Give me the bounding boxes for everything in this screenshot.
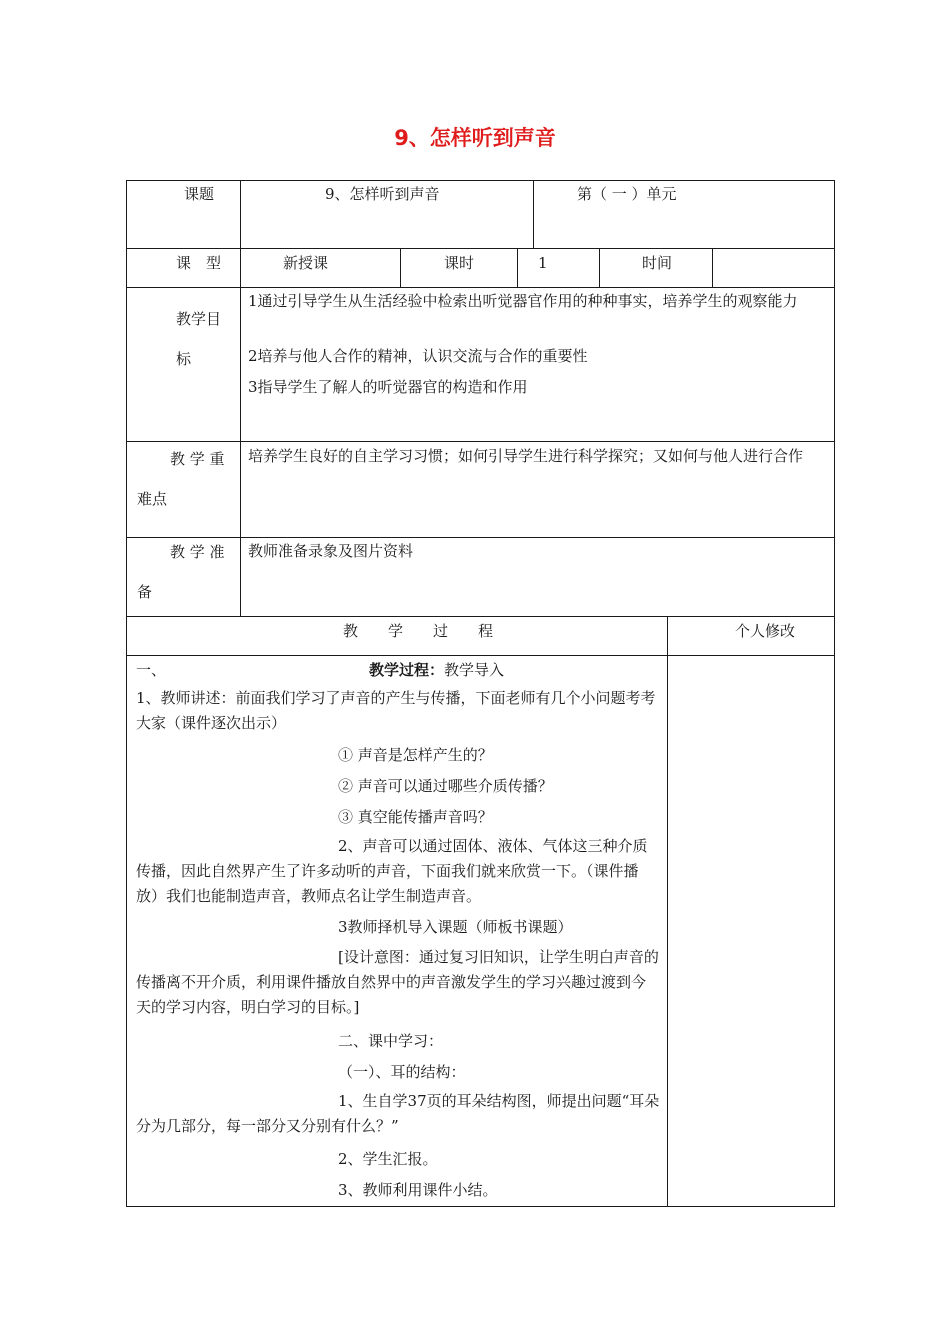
question-1: ① 声音是怎样产生的？ <box>338 746 493 764</box>
prep-text: 教师准备录象及图片资料 <box>248 542 414 560</box>
question-2: ② 声音可以通过哪些介质传播？ <box>338 777 553 795</box>
notes-column-divider <box>667 616 668 1207</box>
row-divider <box>126 287 835 288</box>
keypoints-text: 培养学生良好的自主学习习惯；如何引导学生进行科学探究；又如何与他人进行合作 <box>248 447 804 465</box>
keypoints-label-line2: 难点 <box>137 490 168 508</box>
col-divider <box>712 248 713 287</box>
paragraph-3: 3教师择机导入课题（师板书课题） <box>338 918 573 936</box>
goal-item-3: 3指导学生了解人的听觉器官的构造和作用 <box>248 378 528 396</box>
paragraph-7: 1、生自学37页的耳朵结构图，师提出问题“耳朵分为几部分，每一部分又分别有什么？” <box>136 1092 660 1135</box>
table-border-left <box>126 180 127 1207</box>
table-border-right <box>834 180 835 1207</box>
row-divider <box>126 537 835 538</box>
goals-label-line2: 标 <box>176 350 192 368</box>
table-border-bottom <box>126 1206 835 1207</box>
hours-value: 1 <box>538 254 548 272</box>
paragraph-5: 二、课中学习： <box>338 1032 444 1050</box>
time-label: 时间 <box>642 254 673 272</box>
label-column-divider <box>240 180 241 617</box>
section-number: 一、 <box>136 661 167 679</box>
row-divider <box>126 248 835 249</box>
paragraph-6: （一）、耳的结构： <box>338 1063 466 1081</box>
lesson-value: 9、怎样听到声音 <box>325 185 440 203</box>
lesson-label: 课题 <box>184 185 215 203</box>
paragraph-4: [设计意图：通过复习旧知识，让学生明白声音的传播离不开介质，利用课件播放自然界中的声音激发学生的学习兴趣过渡到今天的学习内容，明白学习的目标。] <box>136 948 659 1016</box>
hours-label: 课时 <box>444 254 475 272</box>
goal-item-1: 1通过引导学生从生活经验中检索出听觉器官作用的种种事实，培养学生的观察能力 <box>248 292 798 310</box>
type-value: 新授课 <box>283 254 329 272</box>
col-divider <box>533 180 534 248</box>
section-heading <box>369 660 504 680</box>
paragraph-9: 3、教师利用课件小结。 <box>338 1181 498 1199</box>
row-divider <box>126 655 835 656</box>
col-divider <box>599 248 600 287</box>
process-header: 教 学 过 程 <box>343 622 494 640</box>
table-border-top <box>126 180 835 181</box>
section-heading-bold: 教学过程： <box>369 661 445 679</box>
goals-label-line1: 教学目 <box>176 310 222 328</box>
goal-item-2: 2培养与他人合作的精神，认识交流与合作的重要性 <box>248 347 588 365</box>
row-divider <box>126 616 835 617</box>
prep-label-line2: 备 <box>137 583 153 601</box>
type-label: 课 型 <box>176 254 222 272</box>
col-divider <box>517 248 518 287</box>
col-divider <box>400 248 401 287</box>
paragraph-8: 2、学生汇报。 <box>338 1150 438 1168</box>
row-divider <box>126 441 835 442</box>
prep-label-line1: 教 学 准 <box>170 543 225 561</box>
document-title: 9、怎样听到声音 <box>394 126 556 150</box>
keypoints-label-line1: 教 学 重 <box>170 450 225 468</box>
question-3: ③ 真空能传播声音吗？ <box>338 808 493 826</box>
unit-label: 第（ 一 ）单元 <box>577 185 677 203</box>
paragraph-2: 2、声音可以通过固体、液体、气体这三种介质传播，因此自然界产生了许多动听的声音，下面我们就来欣赏一下。（课件播放）我们也能制造声音，教师点名让学生制造声音。 <box>136 837 648 905</box>
section-heading-rest: 教学导入 <box>444 661 505 679</box>
paragraph-1: 1、教师讲述：前面我们学习了声音的产生与传播，下面老师有几个小问题考考大家（课件逐次出示） <box>136 689 656 732</box>
notes-header: 个人修改 <box>735 622 796 640</box>
